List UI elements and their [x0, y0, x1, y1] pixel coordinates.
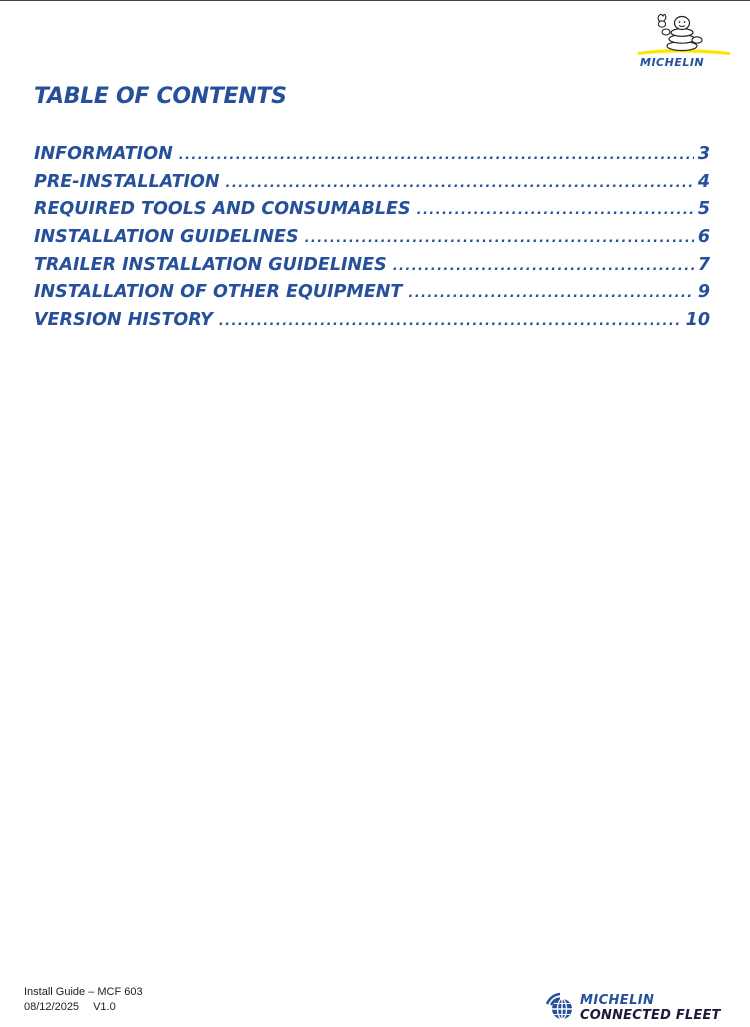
- toc-entry-page: 3: [697, 144, 710, 164]
- toc-entry-label: INSTALLATION OF OTHER EQUIPMENT: [34, 282, 403, 303]
- dot-leader: [226, 176, 694, 191]
- toc-entry-label: REQUIRED TOOLS AND CONSUMABLES: [34, 199, 411, 220]
- footer-doc-name: Install Guide – MCF 603: [24, 986, 143, 998]
- toc-entry-other-equipment[interactable]: [34, 282, 710, 310]
- page-title: TABLE OF CONTENTS: [34, 84, 287, 109]
- toc-entry-installation-guidelines[interactable]: [34, 227, 710, 255]
- footer-version: V1.0: [93, 1001, 116, 1013]
- footer-date-version: [24, 1000, 143, 1015]
- dot-leader: [393, 259, 694, 274]
- top-border: [0, 0, 750, 1]
- table-of-contents: [34, 144, 710, 338]
- toc-entry-label: INSTALLATION GUIDELINES: [34, 227, 299, 248]
- toc-entry-page: 5: [697, 199, 710, 220]
- michelin-wordmark: MICHELIN: [640, 56, 705, 69]
- dot-leader: [417, 203, 694, 218]
- michelin-man-icon: [636, 10, 732, 58]
- footer-info: [24, 985, 143, 1015]
- dot-leader: [305, 231, 694, 246]
- dot-leader: [219, 314, 682, 329]
- connected-fleet-brand: MICHELIN: [580, 993, 655, 1008]
- toc-entry-pre-installation[interactable]: [34, 172, 710, 200]
- michelin-logo: [636, 10, 732, 72]
- toc-entry-trailer-installation[interactable]: [34, 255, 710, 283]
- toc-entry-page: 6: [697, 227, 710, 248]
- toc-entry-required-tools[interactable]: [34, 199, 710, 227]
- toc-entry-page: 4: [697, 171, 710, 192]
- toc-entry-label: TRAILER INSTALLATION GUIDELINES: [34, 254, 387, 275]
- connected-fleet-icon: [543, 992, 577, 1022]
- dot-leader: [179, 148, 694, 163]
- toc-entry-page: 7: [697, 254, 710, 275]
- connected-fleet-logo: [543, 990, 743, 1024]
- toc-entry-page: 10: [685, 310, 710, 331]
- toc-entry-label: INFORMATION: [34, 144, 173, 164]
- toc-entry-page: 9: [697, 282, 710, 303]
- toc-entry-information[interactable]: [34, 144, 710, 172]
- footer-date: 08/12/2025: [24, 1001, 80, 1013]
- toc-entry-label: VERSION HISTORY: [34, 310, 213, 331]
- dot-leader: [408, 286, 693, 301]
- connected-fleet-product: CONNECTED FLEET: [580, 1008, 721, 1023]
- toc-entry-version-history[interactable]: [34, 310, 710, 338]
- toc-entry-label: PRE-INSTALLATION: [34, 171, 220, 192]
